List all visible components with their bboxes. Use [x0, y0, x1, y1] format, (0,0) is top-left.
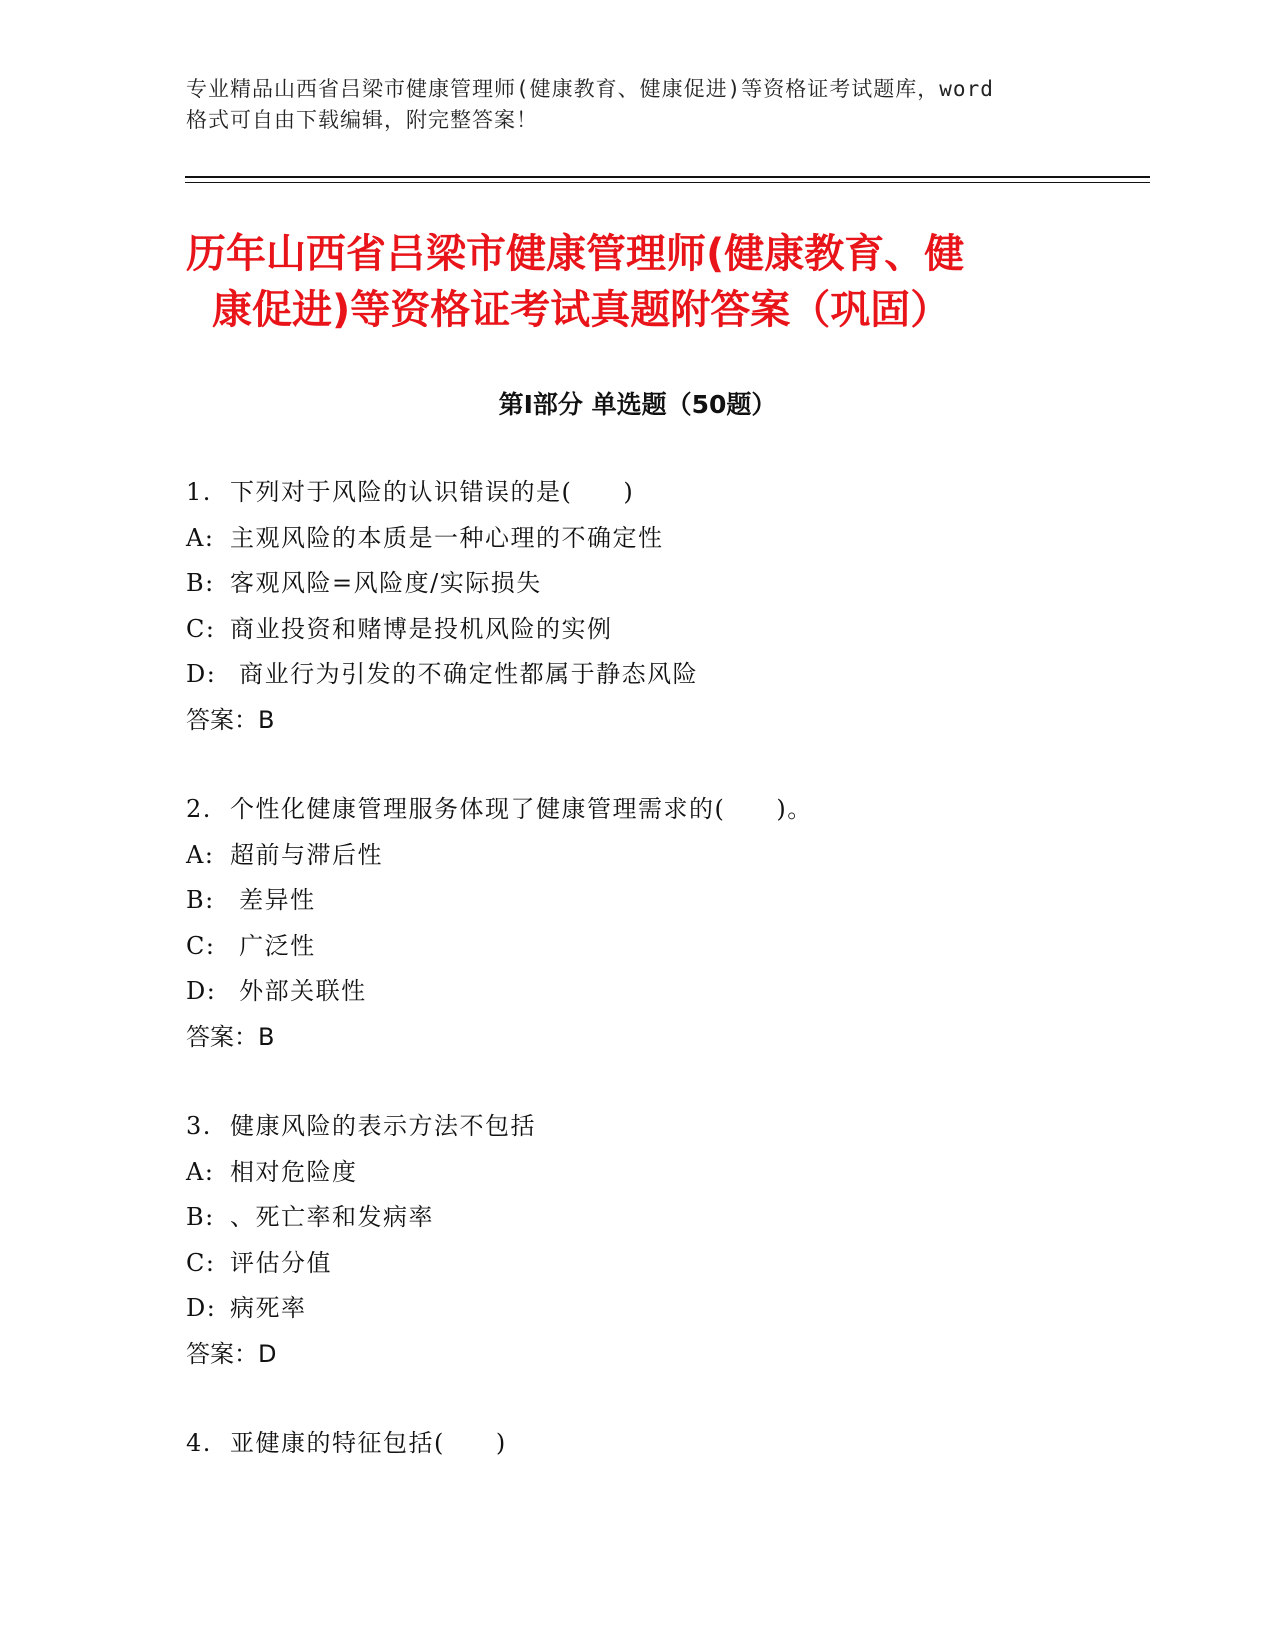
option-a: [186, 1150, 1106, 1196]
option-a: [186, 516, 1106, 562]
header-divider-thick: [185, 176, 1150, 178]
option-letter: B:: [186, 569, 215, 597]
document-title-line-1: 历年山西省吕梁市健康管理师(健康教育、健: [186, 231, 965, 277]
question-stem: [186, 470, 1106, 516]
option-c: [186, 924, 1106, 970]
option-text: 、死亡率和发病率: [230, 1203, 434, 1231]
question-number: 1.: [186, 478, 212, 506]
question-4: [186, 1421, 1106, 1467]
header-note: [186, 74, 1086, 136]
option-letter: A:: [186, 523, 215, 552]
question-3: [186, 1104, 1106, 1377]
question-stem: [186, 787, 1106, 833]
option-text: 客观风险=风险度/实际损失: [230, 569, 542, 597]
option-text: 病死率: [230, 1294, 307, 1322]
header-divider-thin: [185, 182, 1150, 183]
answer: 答案：B: [186, 705, 275, 734]
question-stem: [186, 1104, 1106, 1150]
question-number: 2.: [186, 795, 212, 823]
option-letter: B:: [186, 1203, 215, 1231]
answer: 答案：D: [186, 1339, 277, 1368]
option-letter: C:: [186, 614, 216, 643]
option-text: 商业投资和赌博是投机风险的实例: [230, 614, 613, 643]
option-c: [186, 607, 1106, 653]
option-text: 商业行为引发的不确定性都属于静态风险: [230, 660, 699, 688]
option-letter: D:: [186, 1294, 217, 1322]
option-text: 主观风险的本质是一种心理的不确定性: [230, 523, 664, 552]
option-text: 外部关联性: [230, 977, 367, 1005]
option-letter: C:: [186, 1248, 216, 1277]
option-letter: A:: [186, 1157, 215, 1186]
question-number: 4.: [186, 1429, 212, 1457]
question-2: [186, 787, 1106, 1060]
document-title-line-2: 康促进)等资格证考试真题附答案（巩固）: [212, 287, 951, 333]
option-letter: B:: [186, 886, 215, 914]
question-text: 亚健康的特征包括( ): [230, 1429, 507, 1457]
header-note-line-1: 专业精品山西省吕梁市健康管理师(健康教育、健康促进)等资格证考试题库，word: [186, 77, 994, 101]
option-text: 评估分值: [230, 1248, 332, 1277]
option-letter: A:: [186, 840, 215, 869]
option-text: 差异性: [230, 886, 316, 914]
option-letter: D:: [186, 660, 217, 688]
option-a: [186, 833, 1106, 879]
option-letter: D:: [186, 977, 217, 1005]
question-1: [186, 470, 1106, 743]
question-list: [186, 470, 1106, 1511]
answer: 答案：B: [186, 1022, 275, 1051]
document-title: [186, 226, 1086, 338]
option-text: 广泛性: [230, 931, 316, 960]
question-number: 3.: [186, 1112, 212, 1140]
option-text: 超前与滞后性: [230, 840, 383, 869]
option-d: [186, 652, 1106, 698]
option-d: [186, 1286, 1106, 1332]
question-stem: [186, 1421, 1106, 1467]
question-text: 健康风险的表示方法不包括: [230, 1112, 536, 1140]
question-text: 下列对于风险的认识错误的是( ): [230, 478, 635, 506]
option-letter: C:: [186, 931, 216, 960]
option-c: [186, 1241, 1106, 1287]
option-b: [186, 561, 1106, 607]
option-b: [186, 1195, 1106, 1241]
option-d: [186, 969, 1106, 1015]
option-b: [186, 878, 1106, 924]
header-note-line-2: 格式可自由下载编辑，附完整答案！: [186, 108, 538, 132]
section-title: 第Ⅰ部分 单选题（50题）: [498, 390, 777, 419]
question-text: 个性化健康管理服务体现了健康管理需求的( )。: [230, 795, 813, 823]
option-text: 相对危险度: [230, 1157, 358, 1186]
